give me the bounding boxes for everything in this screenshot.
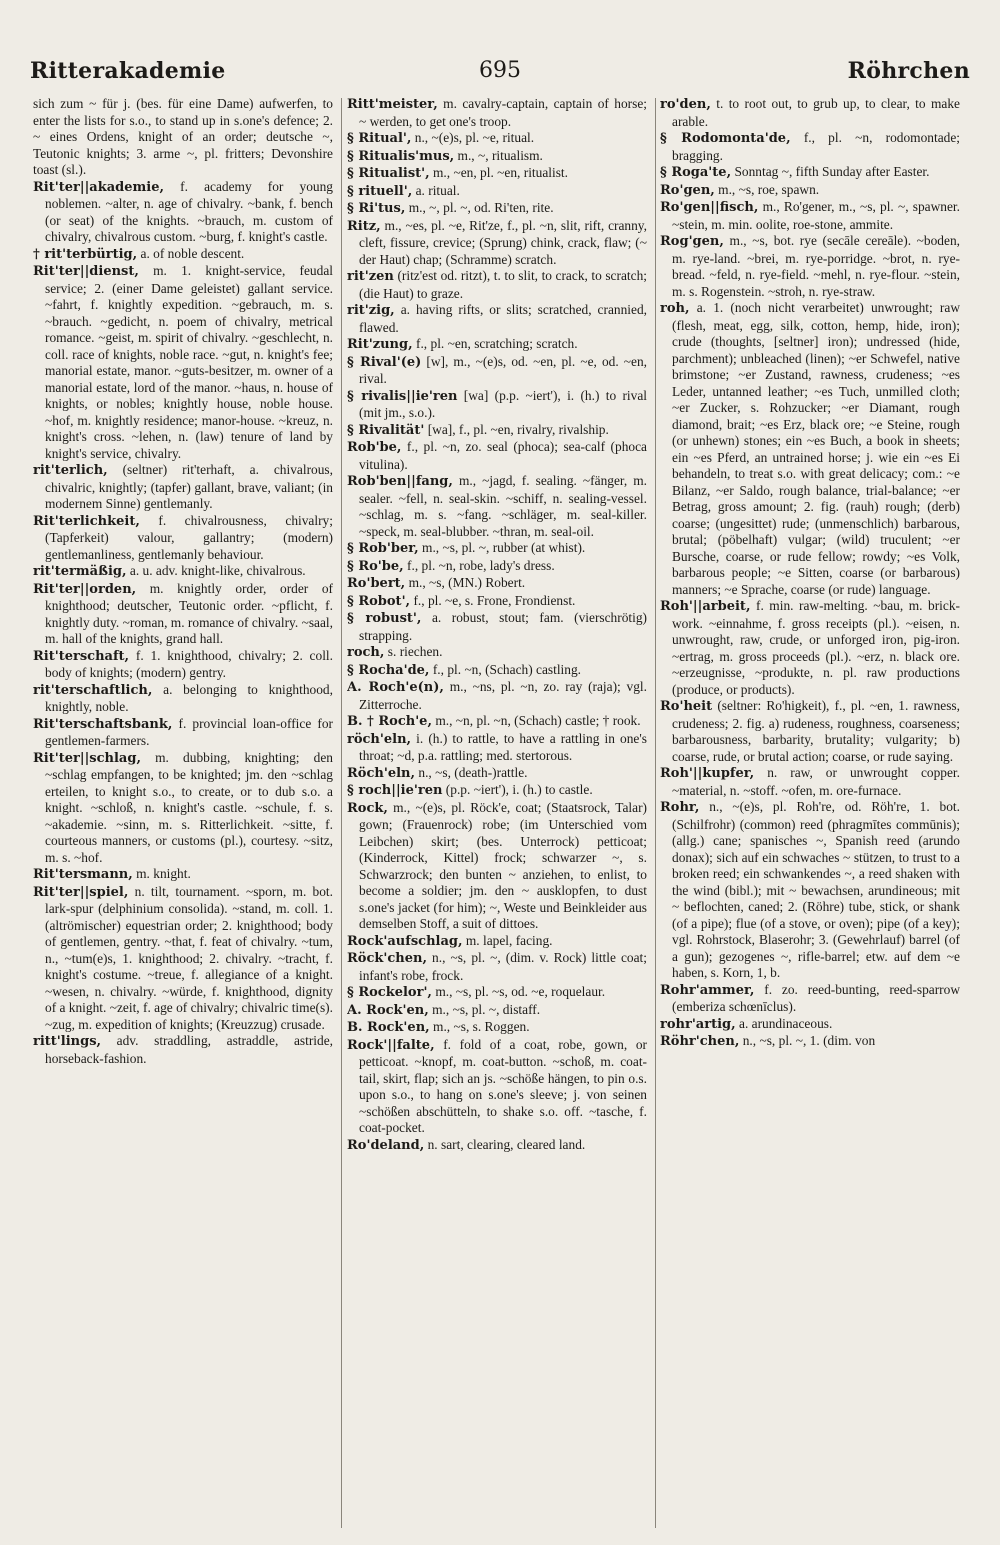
entry-definition: n., ~s, pl. ~, (dim. v. Rock) little coat; infant's robe, frock. — [359, 950, 647, 983]
entry-definition: a. arundinaceous. — [739, 1015, 833, 1031]
entry-definition: n. tilt, tournament. ~sporn, m. bot. lark-spur (delphinium consolida). ~stand, m. coll. 1. (altrömischer) equestrian order; 2. knighthood; body of gentlemen, gentry. ~that, f. feat of chivalry. ~tum, n., ~tum(e)s, 1. knighthood; 2. chivalry. ~tracht, f. knight's costume. ~treue, f. allegiance of a knight. ~wesen, n. chivalry. ~würde, f. knighthood, dignity of a knight. ~zeit, f. age of chivalry; chivalric time(s). ~zug, m. expedition of knights; (Kreuzzug) crusade. — [45, 883, 333, 1032]
entry-definition: m. lapel, facing. — [465, 932, 553, 948]
entry-headword: § Roga'te, — [660, 165, 732, 180]
entry-definition: n. sart, clearing, cleared land. — [427, 1136, 586, 1152]
entry-headword: Rock'aufschlag, — [347, 933, 463, 949]
entry-definition: f. zo. reed-bunting, reed-sparrow (emberiza schœnīclus). — [672, 981, 960, 1014]
dictionary-entry — [347, 662, 647, 680]
entry-definition: f., pl. ~n, (Schach) castling. — [432, 661, 582, 677]
entry-headword: ro'den, — [660, 97, 711, 112]
entry-definition: (seltner: Ro'higkeit), f., pl. ~en, 1. rawness, crudeness; 2. fig. a) rudeness, roughness, coarseness; barbarousness, barbarity, brutality; vulgarity; b) coarse, rude, or brutal action; coarse, or rude saying. — [672, 698, 960, 764]
entry-headword: § robust', — [347, 611, 422, 626]
entry-headword: B. Rock'en, — [347, 1020, 430, 1035]
dictionary-entry — [347, 540, 647, 558]
entry-definition: s. riechen. — [387, 644, 443, 659]
dictionary-entry — [347, 644, 647, 662]
dictionary-entry — [660, 1016, 960, 1034]
dictionary-entry — [347, 354, 647, 388]
dictionary-entry — [347, 950, 647, 984]
entry-headword: Rit'ter||schlag, — [33, 750, 141, 766]
entry-definition: m., ~s, bot. rye (secāle cereāle). ~boden, m. rye-land. ~brei, m. rye-porridge. ~brot, n. rye-bread. ~feld, n. rye-field. ~mehl, n. rye-flour. ~stein, m. s. Rogenstein. ~stroh, n. rye-straw. — [672, 233, 960, 299]
entry-headword: Rog'gen, — [660, 234, 724, 249]
dictionary-entry — [33, 1033, 333, 1067]
entry-headword: Ritt'meister, — [347, 97, 438, 112]
dictionary-entry — [33, 750, 333, 867]
entry-headword: Rit'terlichkeit, — [33, 513, 140, 529]
entry-headword: Rit'ter||dienst, — [33, 264, 139, 279]
entry-definition: f., pl. ~e, s. Frone, Frondienst. — [413, 592, 576, 608]
entry-definition: f. 1. knighthood, chivalry; 2. coll. body of knights; (modern) gentry. — [45, 647, 333, 680]
dictionary-entry — [660, 1033, 960, 1051]
entry-headword: § Rival'(e) — [347, 354, 422, 370]
entry-headword: rit'zig, — [347, 303, 395, 318]
entry-headword: § Ritualist', — [347, 166, 430, 181]
entry-definition: i. (h.) to rattle, to have a rattling in one's throat; ~d, p.a. rattling; med. stertorous. — [359, 730, 647, 763]
column-3 — [660, 96, 960, 1536]
entry-definition: [w], m., ~(e)s, od. ~en, pl. ~e, od. ~en, rival. — [359, 353, 647, 386]
dictionary-entry — [660, 233, 960, 300]
entry-definition: f., pl. ~n, rodomontade; bragging. — [672, 130, 960, 163]
entry-headword: Ro'gen||fisch, — [660, 200, 759, 215]
dictionary-entry — [660, 799, 960, 982]
dictionary-entry — [347, 558, 647, 576]
dictionary-entry — [33, 866, 333, 884]
entry-headword: § Ritualis'mus, — [347, 148, 455, 164]
dictionary-entry — [347, 96, 647, 130]
dictionary-entry — [33, 96, 333, 179]
dictionary-entry — [660, 300, 960, 598]
entry-headword: § Rob'ber, — [347, 541, 419, 556]
dictionary-entry — [33, 263, 333, 462]
entry-headword: Röck'chen, — [347, 951, 427, 966]
dictionary-entry — [347, 782, 647, 800]
entry-headword: roch, — [347, 645, 385, 660]
entry-headword: Rock, — [347, 800, 388, 816]
entry-definition: m., ~jagd, f. sealing. ~fänger, m. sealer. ~fell, n. seal-skin. ~schiff, n. sealing-vessel. ~schlag, m. s. ~fang. ~schläger, m. seal-killer. ~speck, m. seal-blubber. ~thran, m. seal-oil. — [359, 473, 647, 539]
entry-definition: m., ~es, pl. ~e, Rit'ze, f., pl. ~n, slit, rift, cranny, cleft, fissure, crevice; (Sprung) chink, crack, flaw; (~ der Haut) chap; (Schramme) scratch. — [359, 217, 647, 267]
running-head-last-word: Röhrchen — [847, 58, 970, 84]
dictionary-entry — [347, 165, 647, 183]
column-divider — [655, 98, 656, 1528]
entry-headword: B. † Roch'e, — [347, 714, 432, 729]
entry-definition: m., ~s, roe, spawn. — [718, 181, 820, 197]
dictionary-entry — [33, 682, 333, 716]
dictionary-entry — [660, 698, 960, 765]
entry-definition: [wa], f., pl. ~en, rivalry, rivalship. — [427, 421, 609, 437]
dictionary-entry — [347, 336, 647, 354]
dictionary-entry — [347, 388, 647, 422]
dictionary-entry — [347, 679, 647, 713]
entry-headword: § Rivalität' — [347, 422, 425, 438]
entry-headword: Rob'ben||fang, — [347, 474, 453, 489]
entry-headword: rohr'artig, — [660, 1016, 736, 1032]
entry-definition: m. knight. — [136, 866, 191, 881]
entry-headword: Ro'deland, — [347, 1137, 425, 1153]
entry-definition: f., pl. ~en, scratching; scratch. — [416, 336, 578, 351]
entry-headword: Rit'ter||akademie, — [33, 179, 165, 195]
entry-definition: f., pl. ~n, robe, lady's dress. — [407, 557, 555, 573]
dictionary-entry — [347, 422, 647, 440]
entry-headword: Rock'||falte, — [347, 1037, 435, 1053]
entry-headword: rit'termäßig, — [33, 564, 127, 579]
dictionary-entry — [660, 130, 960, 164]
dictionary-entry — [660, 96, 960, 130]
dictionary-entry — [347, 1037, 647, 1137]
dictionary-entry — [347, 268, 647, 302]
entry-headword: § Ri'tus, — [347, 201, 406, 216]
entry-definition: f. provincial loan-office for gentlemen-farmers. — [45, 715, 333, 748]
dictionary-entry — [347, 439, 647, 473]
entry-definition: n., ~(e)s, pl. Roh're, od. Röh're, 1. bot. (Schilfrohr) (common) reed (phragmītes commūnis); (allg.) cane; spanisches ~, Spanish reed (arundo donax); sich auf ein schwaches ~ stützen, to trust to a broken reed; ein schwankendes ~, a reed shaken with the wind (bibl.); mit ~ bewachsen, arundineous; mit ~ beflochten, caned; 2. (Röhre) tube, stick, or shank (of a pipe); flue (of a stove, or oven); pipe (of a key); vgl. Rohrstock, Blaserohr; 3. (Gewehrlauf) barrel (of a gun); gezogenes ~, rifle-barrel; etw. auf dem ~e haben, s. Korn, 1, b. — [672, 799, 960, 980]
entry-definition: m. dubbing, knighting; den ~schlag empfangen, to be knighted; jm. den ~schlag erteilen, to knight s.o., to create, or to dub s.o. a knight. ~schloß, n. knight's castle. ~schule, f. s. ~akademie. ~sinn, m. s. Ritterlichkeit. ~sitte, f. courteous manners, or customs (pl.), courtesy. ~sitz, m. s. ~hof. — [45, 749, 333, 865]
entry-definition: (p.p. ~iert'), i. (h.) to castle. — [445, 782, 593, 797]
entry-headword: § Rockelor', — [347, 985, 432, 1000]
entry-definition: a. ritual. — [415, 182, 460, 198]
entry-headword: Ritz, — [347, 218, 381, 234]
dictionary-entry — [660, 765, 960, 799]
entry-definition: Sonntag ~, fifth Sunday after Easter. — [734, 164, 930, 179]
entry-definition: n., ~(e)s, pl. ~e, ritual. — [414, 130, 535, 145]
entry-definition: m., ~s, pl. ~, rubber (at whist). — [422, 540, 586, 555]
running-head-first-word: Ritterakademie — [30, 58, 226, 84]
entry-definition: f. fold of a coat, robe, gown, or petticoat. ~knopf, m. coat-button. ~schoß, m. coat-tail, skirt, flap; sich an js. ~schöße hängen, to pin o.s. upon s.o., to hang on s.one's sleeve; j. von seinen ~schößen abschütteln, to shake s.o. off. ~tasche, f. coat-pocket. — [359, 1036, 647, 1135]
dictionary-entry — [33, 179, 333, 246]
entry-definition: sich zum ~ für j. (bes. für eine Dame) aufwerfen, to enter the lists for s.o., to stand up in s.one's defence; 2. ~ eines Ordens, knight of an order; deutsche ~, Teutonic knights; 3. arme ~, pl. fritters; Devonshire toast (sl.). — [33, 96, 333, 177]
entry-headword: Roh'||arbeit, — [660, 599, 751, 614]
entry-headword: † rit'terbürtig, — [33, 246, 138, 262]
dictionary-entry — [33, 246, 333, 264]
dictionary-entry — [347, 148, 647, 166]
dictionary-entry — [347, 731, 647, 765]
entry-definition: m., ~s, pl. ~s, od. ~e, roquelaur. — [435, 984, 606, 999]
entry-definition: m., ~s, s. Roggen. — [433, 1019, 530, 1034]
entry-headword: ritt'lings, — [33, 1034, 102, 1049]
dictionary-entry — [347, 183, 647, 201]
dictionary-entry — [347, 765, 647, 783]
entry-headword: Röhr'chen, — [660, 1034, 740, 1049]
entry-headword: Ro'heit — [660, 699, 713, 714]
entry-definition: m., ~en, pl. ~en, ritualist. — [433, 165, 569, 180]
dictionary-entry — [660, 982, 960, 1016]
entry-definition: n., ~s, pl. ~, 1. (dim. von — [742, 1033, 876, 1048]
dictionary-entry — [660, 182, 960, 200]
dictionary-entry — [33, 513, 333, 564]
entry-headword: § rivalis||ie'ren — [347, 388, 458, 404]
entry-definition: f. academy for young noblemen. ~alter, n. age of chivalry. ~bank, f. bench (or seat) of the knights. ~brauch, m. custom of chivalry, chivalrous custom. ~burg, f. knight's castle. — [45, 178, 333, 244]
dictionary-entry — [33, 563, 333, 581]
dictionary-entry — [347, 302, 647, 336]
dictionary-entry — [347, 200, 647, 218]
dictionary-entry — [33, 581, 333, 648]
dictionary-entry — [347, 473, 647, 540]
entry-definition: m., ~s, (MN.) Robert. — [408, 575, 526, 590]
entry-definition: n. raw, or unwrought copper. ~material, n. ~stoff. ~ofen, m. ore-furnace. — [672, 765, 960, 798]
entry-definition: m. cavalry-captain, captain of horse; ~ werden, to get one's troop. — [359, 96, 647, 129]
page-number: 695 — [479, 58, 521, 83]
entry-headword: Rit'ter||spiel, — [33, 884, 129, 900]
entry-definition: f., pl. ~n, zo. seal (phoca); sea-calf (phoca vitulina). — [359, 439, 647, 472]
dictionary-entry — [33, 884, 333, 1034]
entry-definition: (seltner) rit'terhaft, a. chivalrous, chivalric, knightly; (tapfer) gallant, brave, valiant; (in modernem Sinne) gentlemanly. — [45, 462, 333, 511]
entry-definition: m., ~ns, pl. ~n, zo. ray (raja); vgl. Zitterroche. — [359, 679, 647, 712]
entry-definition: m. 1. knight-service, feudal service; 2. (einer Dame geleistet) gallant service. ~fahrt, f. knightly expedition. ~gebrauch, m. s. ~brauch. ~gedicht, n. poem of chivalry, metrical romance. ~geist, m. spirit of chivalry. ~geschlecht, n. coll. race of knights, noble race. ~gut, n. knight's fee; manorial estate, manor. ~guts-besitzer, m. owner of a manorial estate, lord of the manor. ~haus, n. house of knights, or nobles; knightly house, noble house. ~hof, m. knightly residence; manor-house. ~kreuz, n. knight's cross. ~lehen, n. (law) tenure of land by knight's service, chivalry. — [45, 263, 333, 461]
entry-headword: rit'terschaftlich, — [33, 682, 153, 698]
entry-headword: Rit'tersmann, — [33, 867, 133, 882]
entry-headword: Röch'eln, — [347, 765, 416, 781]
entry-definition: (ritz'est od. ritzt), t. to slit, to crack, to scratch; (die Haut) to graze. — [359, 268, 647, 301]
entry-headword: Rohr'ammer, — [660, 982, 755, 998]
entry-headword: roh, — [660, 301, 690, 316]
entry-definition: [wa] (p.p. ~iert'), i. (h.) to rival (mit jm., s.o.). — [359, 387, 647, 420]
entry-definition: f. min. raw-melting. ~bau, m. brick-work. ~einnahme, f. gross receipts (pl.). ~eisen, n. unwrought, raw, crude, or unforged iron, pig-iron. ~ertrag, m. gross proceeds (pl.). ~erz, n. black ore. ~erzeugnisse, ~produkte, n. pl. raw productions (produce, or products). — [672, 598, 960, 697]
entry-definition: a. u. adv. knight-like, chivalrous. — [129, 563, 306, 578]
entry-headword: § Ritual', — [347, 131, 412, 146]
entry-definition: adv. straddling, astraddle, astride, horseback-fashion. — [45, 1033, 333, 1066]
entry-definition: m., ~n, pl. ~n, (Schach) castle; † rook. — [435, 713, 641, 728]
entry-headword: Rohr, — [660, 800, 700, 815]
entry-headword: A. Rock'en, — [347, 1002, 429, 1018]
dictionary-entry — [660, 199, 960, 233]
column-2 — [347, 96, 647, 1536]
dictionary-entry — [660, 598, 960, 698]
entry-definition: a. robust, stout; fam. (vierschrötig) strapping. — [359, 610, 647, 643]
entry-definition: m., ~s, pl. ~, distaff. — [432, 1001, 541, 1017]
entry-definition: n., ~s, (death-)rattle. — [418, 764, 528, 780]
entry-headword: § Rodomonta'de, — [660, 131, 791, 146]
entry-definition: m., ~, ritualism. — [457, 147, 543, 163]
dictionary-entry — [347, 1019, 647, 1037]
dictionary-entry — [33, 462, 333, 513]
entry-headword: Roh'||kupfer, — [660, 766, 755, 781]
entry-definition: m., ~, pl. ~, od. Ri'ten, rite. — [408, 200, 554, 215]
entry-headword: Rit'terschaft, — [33, 648, 130, 664]
dictionary-entry — [33, 716, 333, 750]
dictionary-entry — [347, 575, 647, 593]
entry-definition: m., Ro'gener, m., ~s, pl. ~, spawner. ~stein, m. min. oolite, roe-stone, ammite. — [672, 199, 960, 232]
entry-definition: a. belonging to knighthood, knightly, noble. — [45, 681, 333, 714]
entry-headword: § Ro'be, — [347, 558, 404, 574]
dictionary-entry — [347, 933, 647, 951]
entry-headword: Rit'zung, — [347, 337, 413, 352]
column-divider — [341, 98, 342, 1528]
dictionary-columns — [30, 96, 970, 1536]
entry-headword: Ro'bert, — [347, 576, 406, 591]
dictionary-entry — [347, 713, 647, 731]
dictionary-entry — [660, 164, 960, 182]
entry-headword: § roch||ie'ren — [347, 783, 443, 798]
entry-headword: Rob'be, — [347, 440, 402, 455]
entry-headword: A. Roch'e(n), — [347, 680, 444, 695]
entry-definition: a. 1. (noch nicht verarbeitet) unwrought; raw (flesh, meat, egg, silk, cotton, hemp, hide, iron); crude (thoughts, [seltner] iron); undressed (hide, parchment); unbleached (linen); ~er Schwefel, native brimstone; ~er Zustand, rawness, crudeness; ~es Leder, untanned leather; ~es Tuch, unmilled cloth; ~er Zucker, s. Rohzucker; ~er Diamant, rough diamond, brait; ~es Erz, black ore; ~e Steine, rough (or unhewn) stones; ein ~es Buch, a book in sheets; ein ~es Pferd, an untrained horse; j. wie ein ~es Ei behandeln, to treat s.o. with great delicacy; com.: ~e Bilanz, ~er Saldo, rough balance, trial-balance; ~er Betrag, gross amount; 2. fig. (rauh) rough; (derb) coarse; (ungesittet) rude; (unmenschlich) barbarous, brutal; (pöbelhaft) vulgar; (wild) truculent; ~er Bursche, coarse, or rude fellow; rowdy; ~es Volk, barbarous people; ~e Sitten, coarse (or barbarous) manners; ~e Sprache, coarse (or rude) language. — [672, 300, 960, 597]
entry-headword: § rituell', — [347, 183, 413, 199]
entry-headword: rit'terlich, — [33, 463, 108, 478]
dictionary-entry — [33, 648, 333, 682]
entry-headword: § Rocha'de, — [347, 662, 430, 678]
entry-headword: röch'eln, — [347, 731, 412, 747]
entry-definition: a. having rifts, or slits; scratched, crannied, flawed. — [359, 302, 647, 335]
dictionary-entry — [347, 130, 647, 148]
column-1 — [33, 96, 333, 1536]
dictionary-entry — [347, 800, 647, 933]
dictionary-entry — [347, 984, 647, 1002]
dictionary-entry — [347, 1137, 647, 1155]
dictionary-entry — [347, 1002, 647, 1020]
entry-headword: Rit'ter||orden, — [33, 581, 137, 597]
entry-headword: rit'zen — [347, 269, 394, 284]
entry-definition: m. knightly order, order of knighthood; deutscher, Teutonic order. ~pflicht, f. knightly duty. ~roman, m. romance of chivalry. ~saal, m. hall of the knights, grand hall. — [45, 580, 333, 646]
entry-headword: Ro'gen, — [660, 182, 715, 198]
entry-headword: § Robot', — [347, 593, 411, 609]
entry-definition: f. chivalrousness, chivalry; (Tapferkeit) valour, gallantry; (modern) gentlemanliness, gentlemanly behaviour. — [45, 512, 333, 562]
running-head — [30, 58, 970, 88]
entry-definition: t. to root out, to grub up, to clear, to make arable. — [672, 96, 960, 129]
dictionary-entry — [347, 610, 647, 644]
entry-headword: Rit'terschaftsbank, — [33, 716, 173, 732]
dictionary-entry — [347, 593, 647, 611]
entry-definition: m., ~(e)s, pl. Röck'e, coat; (Staatsrock, Talar) gown; (Frauenrock) robe; (im Unterschied vom Leibchen) skirt; (bes. Unterrock) petticoat; (Kinderrock, Kittel) frock; schwarzer ~, s. Schwarzrock; den bunten ~ anziehen, to enlist, to become a soldier; jm. den ~ ausklopfen, to dust s.one's jacket (for him); ~, Weste und Beinkleider aus demselben Stoff, a suit of dittoes. — [359, 799, 647, 931]
dictionary-entry — [347, 218, 647, 269]
entry-definition: a. of noble descent. — [140, 245, 245, 261]
